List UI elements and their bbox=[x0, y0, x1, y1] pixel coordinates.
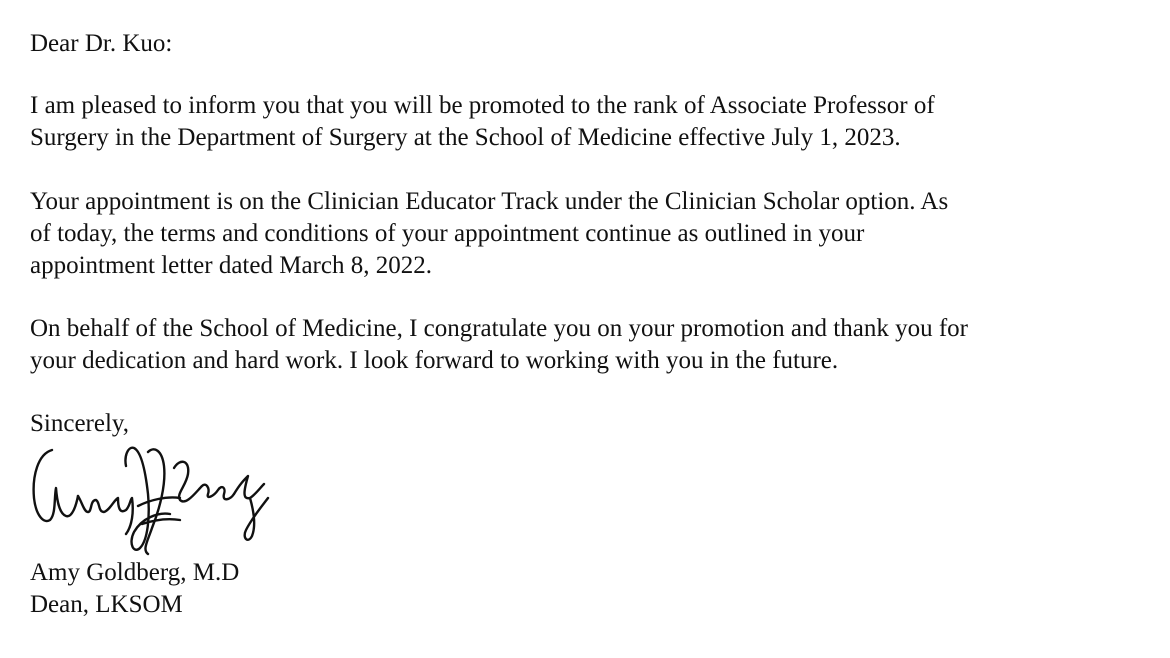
salutation: Dear Dr. Kuo: bbox=[30, 30, 173, 57]
signer-title: Dean, LKSOM bbox=[30, 591, 183, 618]
closing: Sincerely, bbox=[30, 410, 130, 437]
paragraph-promotion: I am pleased to inform you that you will be promoted to the rank of Associate Professor of Surgery in the Department of Surgery at the School of Medicine effective July 1, 2023. bbox=[30, 92, 935, 151]
signer-name: Amy Goldberg, M.D bbox=[30, 559, 240, 586]
paragraph-appointment-terms: Your appointment is on the Clinician Educator Track under the Clinician Scholar option. As of today, the terms and conditions of your appointment continue as outlined in your appointment letter dated March 8, 2022. bbox=[30, 188, 949, 279]
paragraph-congratulations: On behalf of the School of Medicine, I congratulate you on your promotion and thank you for your dedication and hard work. I look forward to working with you in the future. bbox=[30, 315, 968, 374]
handwritten-signature bbox=[30, 436, 270, 558]
